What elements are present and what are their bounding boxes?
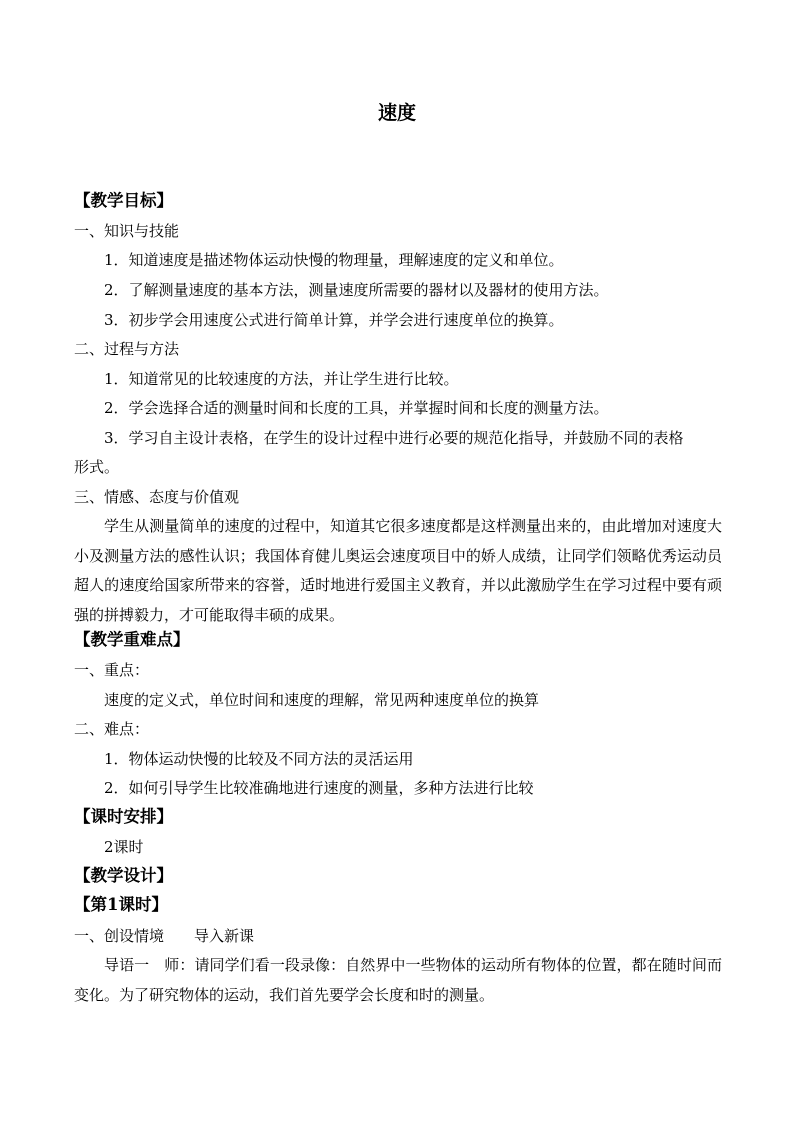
subsection-label-knowledge: 一、知识与技能 [74,222,180,240]
list-item-continuation: 形式。 [74,458,120,476]
list-item: 2．如何引导学生比较准确地进行速度的测量，多种方法进行比较 [104,779,534,797]
list-item: 1．知道速度是描述物体运动快慢的物理量，理解速度的定义和单位。 [104,251,564,269]
page-title: 速度 [377,102,416,124]
section-heading-keypoints: 【教学重难点】 [74,630,190,649]
focus-label: 一、重点： [74,661,150,679]
schedule-text: 2课时 [104,838,144,856]
section-heading-objectives: 【教学目标】 [74,191,173,210]
lesson-heading: 【第1课时】 [74,895,168,914]
section-heading-schedule: 【课时安排】 [74,807,173,826]
subsection-label-attitude: 三、情感、态度与价值观 [74,488,240,506]
list-item: 2．学会选择合适的测量时间和长度的工具，并掌握时间和长度的测量方法。 [104,399,609,417]
difficulty-label: 二、难点： [74,720,150,738]
list-item: 3．初步学会用速度公式进行简单计算，并学会进行速度单位的换算。 [104,311,564,329]
subsection-label-process: 二、过程与方法 [74,340,180,358]
attitude-paragraph: 学生从测量简单的速度的过程中，知道其它很多速度都是这样测量出来的，由此增加对速度大小及测量方法的感性认识；我国体育健儿奥运会速度项目中的娇人成绩，让同学们领略优秀运动员超人的速度给国家所带来的容誉，适时地进行爱国主义教育，并以此激励学生在学习过程中要有顽强的拼搏毅力，才可能取得丰硕的成果。 [74,517,722,624]
section-heading-design: 【教学设计】 [74,866,173,885]
list-item: 1．知道常见的比较速度的方法，并让学生进行比较。 [104,370,459,388]
list-item: 3．学习自主设计表格，在学生的设计过程中进行必要的规范化指导，并鼓励不同的表格 [104,429,684,447]
list-item: 2．了解测量速度的基本方法，测量速度所需要的器材以及器材的使用方法。 [104,281,609,299]
focus-text: 速度的定义式，单位时间和速度的理解，常见两种速度单位的换算 [104,691,540,709]
intro-paragraph: 导语一 师：请同学们看一段录像：自然界中一些物体的运动所有物体的位置，都在随时间而变化。为了研究物体的运动，我们首先要学会长度和时的测量。 [74,956,722,1004]
list-item: 1．物体运动快慢的比较及不同方法的灵活运用 [104,750,414,768]
design-section-label: 一、创设情境 导入新课 [74,927,255,945]
